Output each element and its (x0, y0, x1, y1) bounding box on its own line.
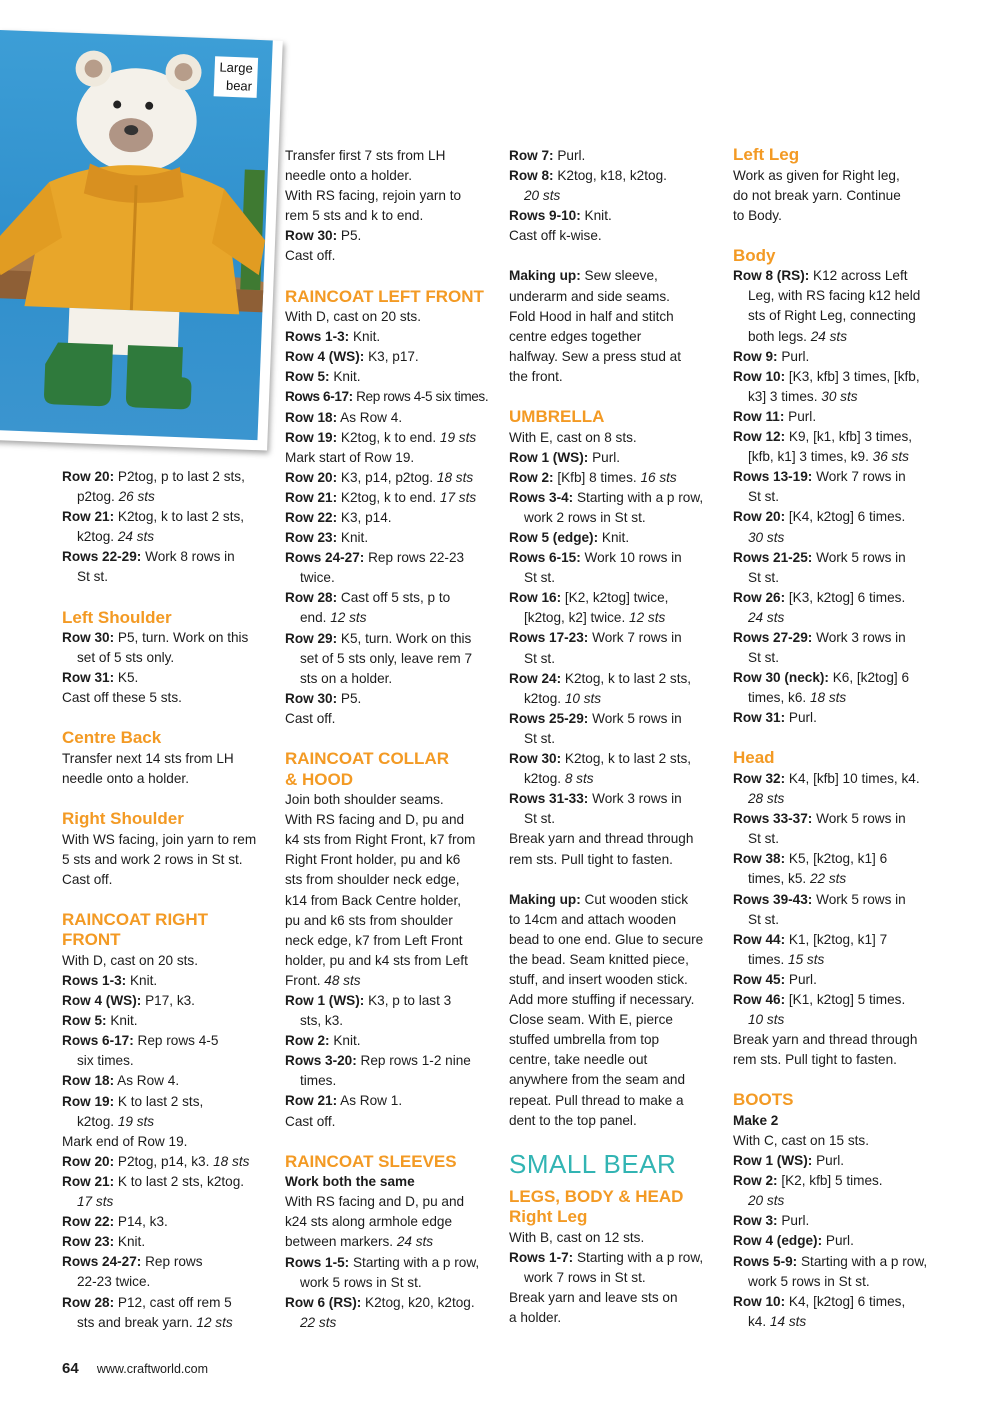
pattern-text: Mark start of Row 19. (285, 449, 415, 465)
column-4 (733, 145, 948, 1332)
pattern-row: Row 30: K2tog, k to last 2 sts, (509, 751, 692, 767)
pattern-text: dent to the top panel. (509, 1112, 637, 1128)
pattern-row-cont: k2tog. 10 sts (524, 690, 602, 706)
pattern-text: k4 sts from Right Front, k7 from (285, 832, 476, 848)
pattern-row: Rows 33-37: Work 5 rows in (733, 811, 906, 827)
pattern-row: Row 2: Knit. (285, 1033, 361, 1049)
pattern-row-cont: k4. 14 sts (748, 1313, 807, 1329)
pattern-row: Row 20: P2tog, p14, k3. 18 sts (62, 1153, 250, 1169)
website-url: www.craftworld.com (96, 1362, 208, 1376)
pattern-row-cont: St st. (77, 569, 108, 585)
heading-centre-back: Centre Back (62, 728, 162, 748)
pattern-row: Rows 9-10: Knit. (509, 208, 612, 224)
pattern-row-cont: [k2tog, k2] twice. 12 sts (524, 610, 666, 626)
pattern-text: Transfer next 14 sts from LH (62, 750, 234, 766)
heading-boots: BOOTS (733, 1090, 794, 1110)
pattern-row-cont: k2tog. 24 sts (77, 529, 155, 545)
pattern-text: Cast off k-wise. (509, 228, 602, 244)
pattern-row: Row 19: K2tog, k to end. 19 sts (285, 429, 477, 445)
pattern-row: Row 10: K4, [k2tog] 6 times, (733, 1293, 906, 1309)
pattern-row-cont: St st. (524, 570, 555, 586)
pattern-row-cont: k3] 3 times. 30 sts (748, 388, 858, 404)
pattern-row: Row 18: As Row 4. (62, 1073, 180, 1089)
pattern-row: Row 1 (WS): Purl. (733, 1153, 845, 1169)
pattern-text: Cast off these 5 sts. (62, 690, 182, 706)
pattern-row-cont: set of 5 sts only. (77, 650, 175, 666)
heading-left-shoulder: Left Shoulder (62, 607, 172, 627)
pattern-text: the bead. Seam knitted piece, (509, 951, 689, 967)
pattern-row: Row 28: Cast off 5 sts, p to (285, 590, 451, 606)
pattern-text: Right Front holder, pu and k6 (285, 852, 461, 868)
pattern-row: Row 46: [K1, k2tog] 5 times. (733, 991, 906, 1007)
pattern-row-cont: St st. (524, 730, 555, 746)
pattern-text: Mark end of Row 19. (62, 1133, 188, 1149)
pattern-row-cont: St st. (748, 911, 779, 927)
pattern-row: Row 21: As Row 1. (285, 1093, 403, 1109)
pattern-row: Row 5 (edge): Knit. (509, 530, 630, 545)
pattern-text: With D, cast on 20 sts. (62, 952, 198, 968)
pattern-text: With B, cast on 12 sts. (509, 1229, 645, 1245)
pattern-row-cont: Leg, with RS facing k12 held (748, 288, 921, 304)
pattern-row: Rows 1-3: Knit. (62, 973, 158, 988)
pattern-row: Rows 3-4: Starting with a p row, (509, 489, 704, 505)
pattern-row-cont: [kfb, k1] 3 times, k9. 36 sts (748, 449, 909, 465)
pattern-text: bead to one end. Glue to secure (509, 931, 704, 947)
pattern-row: Row 32: K4, [kfb] 10 times, k4. (733, 770, 920, 786)
pattern-row: Rows 6-15: Work 10 rows in (509, 550, 682, 566)
pattern-row: Row 44: K1, [k2tog, k1] 7 (733, 931, 888, 947)
pattern-row: Row 28: P12, cast off rem 5 (62, 1294, 232, 1310)
pattern-row-cont: sts, k3. (300, 1013, 344, 1029)
heading-raincoat-left-front: RAINCOAT LEFT FRONT (285, 286, 484, 306)
pattern-row: Row 4 (WS): K3, p17. (285, 349, 419, 365)
pattern-text: Join both shoulder seams. (285, 792, 444, 808)
pattern-row-cont: 30 sts (748, 529, 785, 545)
pattern-row: Row 7: Purl. (509, 148, 586, 163)
pattern-row-cont: times. 15 sts (748, 951, 825, 967)
pattern-row-cont: six times. (77, 1053, 134, 1069)
pattern-row: Row 4 (WS): P17, k3. (62, 993, 195, 1009)
heading-small-bear: SMALL BEAR (509, 1148, 677, 1179)
pattern-row: Rows 3-20: Rep rows 1-2 nine (285, 1053, 471, 1069)
pattern-row-cont: St st. (524, 650, 555, 666)
heading-left-leg: Left Leg (733, 145, 800, 164)
pattern-row-cont: set of 5 sts only, leave rem 7 (300, 650, 473, 666)
pattern-row: Row 1 (WS): Purl. (509, 449, 621, 465)
pattern-text: Cast off. (285, 1113, 336, 1129)
pattern-row-cont: St st. (748, 569, 779, 585)
pattern-row: Rows 13-19: Work 7 rows in (733, 469, 906, 485)
pattern-row: Rows 6-17: Rep rows 4-5 (62, 1033, 219, 1049)
pattern-row: Making up: Cut wooden stick (509, 891, 689, 907)
pattern-row: Row 3: Purl. (733, 1213, 810, 1229)
pattern-row: Row 5: Knit. (62, 1013, 138, 1029)
pattern-row-cont: 10 sts (748, 1012, 785, 1028)
pattern-text: anywhere from the seam and (509, 1072, 686, 1088)
column-2 (285, 146, 500, 1333)
pattern-row: Row 11: Purl. (733, 408, 817, 424)
pattern-row: Row 29: K5, turn. Work on this (285, 630, 472, 646)
pattern-row: Row 1 (WS): K3, p to last 3 (285, 992, 452, 1008)
pattern-row: Row 10: [K3, kfb] 3 times, [kfb, (733, 368, 920, 384)
pattern-row: Row 31: Purl. (733, 710, 817, 726)
pattern-text: Cast off. (285, 710, 336, 726)
pattern-row: Row 16: [K2, k2tog] twice, (509, 590, 669, 606)
pattern-row-cont: times, k6. 18 sts (748, 690, 847, 706)
pattern-row: Row 8 (RS): K12 across Left (733, 268, 908, 284)
large-bear-photo (0, 30, 283, 451)
pattern-text: sts from shoulder neck edge, (285, 872, 460, 888)
pattern-row-cont: 28 sts (748, 791, 785, 807)
heading-right-shoulder: Right Shoulder (62, 809, 184, 829)
pattern-text: repeat. Pull thread to make a (509, 1092, 684, 1108)
pattern-row: Row 22: P14, k3. (62, 1214, 168, 1230)
pattern-text: rem sts. Pull tight to fasten. (509, 851, 673, 867)
pattern-row-cont: work 2 rows in St st. (524, 509, 646, 525)
pattern-row: Rows 1-3: Knit. (285, 329, 381, 345)
photo-label: Large bear (213, 56, 258, 98)
pattern-text: needle onto a holder. (62, 771, 189, 787)
pattern-row-cont: both legs. 24 sts (748, 328, 848, 344)
pattern-row: Row 23: Knit. (62, 1234, 146, 1250)
heading-raincoat-right-front-2: FRONT (62, 930, 121, 950)
pattern-text: stuffed umbrella from top (509, 1032, 660, 1048)
pattern-row: Rows 21-25: Work 5 rows in (733, 549, 906, 565)
pattern-row: Row 38: K5, [k2tog, k1] 6 (733, 851, 888, 867)
subheading: Work both the same (285, 1174, 415, 1190)
pattern-text: rem 5 sts and k to end. (285, 208, 424, 224)
pattern-row: Row 30: P5. (285, 228, 362, 244)
pattern-text: With RS facing and D, pu and (285, 812, 465, 828)
pattern-row: Row 6 (RS): K2tog, k20, k2tog. (285, 1294, 475, 1310)
heading-raincoat-sleeves: RAINCOAT SLEEVES (285, 1151, 457, 1171)
pattern-text: halfway. Sew a press stud at (509, 348, 682, 364)
pattern-text: centre edges together (509, 328, 642, 344)
pattern-text: between markers. 24 sts (285, 1234, 434, 1250)
pattern-text: needle onto a holder. (285, 168, 412, 184)
pattern-row-cont: times. (300, 1073, 337, 1089)
pattern-text: Break yarn and leave sts on (509, 1290, 678, 1305)
pattern-row: Row 21: K2tog, k to last 2 sts, (62, 509, 245, 525)
pattern-row: Rows 6-17: Rep rows 4-5 six times. (285, 389, 489, 405)
pattern-text: to Body. (733, 207, 782, 223)
pattern-text: With C, cast on 15 sts. (733, 1132, 869, 1148)
pattern-text: rem sts. Pull tight to fasten. (733, 1052, 897, 1068)
pattern-row-cont: St st. (748, 489, 779, 505)
pattern-row: Row 30: P5, turn. Work on this (62, 630, 249, 646)
page-footer (62, 1360, 208, 1377)
pattern-row: Row 4 (edge): Purl. (733, 1233, 854, 1249)
pattern-row: Row 9: Purl. (733, 348, 810, 364)
pattern-row: Rows 17-23: Work 7 rows in (509, 630, 682, 646)
heading-raincoat-collar: RAINCOAT COLLAR (285, 749, 449, 769)
pattern-row-cont: sts and break yarn. 12 sts (77, 1314, 233, 1330)
pattern-row: Row 31: K5. (62, 670, 139, 686)
pattern-row: Row 24: K2tog, k to last 2 sts, (509, 670, 692, 686)
pattern-row: Row 8: K2tog, k18, k2tog. (509, 168, 667, 184)
pattern-text: With RS facing, rejoin yarn to (285, 188, 462, 204)
pattern-text: Break yarn and thread through (733, 1032, 918, 1048)
pattern-text: With D, cast on 20 sts. (285, 309, 421, 325)
pattern-row-cont: 22 sts (300, 1314, 337, 1330)
pattern-row: Rows 27-29: Work 3 rows in (733, 629, 906, 645)
pattern-row-cont: sts of Right Leg, connecting (748, 308, 916, 324)
pattern-row-cont: 17 sts (77, 1194, 114, 1210)
pattern-row: Row 30 (neck): K6, [k2tog] 6 (733, 670, 910, 686)
pattern-row: Rows 1-7: Starting with a p row, (509, 1249, 704, 1265)
pattern-row-cont: twice. (300, 570, 335, 586)
pattern-text: underarm and side seams. (509, 288, 670, 304)
pattern-row-cont: work 5 rows in St st. (300, 1274, 422, 1290)
pattern-row: Row 23: Knit. (285, 530, 369, 546)
subheading: Make 2 (733, 1112, 779, 1128)
pattern-row-cont: 22-23 twice. (77, 1274, 151, 1290)
pattern-row: Rows 39-43: Work 5 rows in (733, 891, 906, 907)
pattern-row: Row 30: P5. (285, 690, 362, 706)
pattern-row: Rows 1-5: Starting with a p row, (285, 1254, 480, 1270)
heading-legs-body-head: LEGS, BODY & HEAD (509, 1186, 684, 1206)
pattern-text: Fold Hood in half and stitch (509, 308, 674, 324)
pattern-text: Break yarn and thread through (509, 831, 694, 847)
pattern-row: Rows 24-27: Rep rows (62, 1254, 203, 1270)
pattern-text: Front. 48 sts (285, 972, 361, 988)
pattern-text: do not break yarn. Continue (733, 187, 901, 203)
pattern-text: k14 from Back Centre holder, (285, 892, 462, 908)
pattern-text: centre, take needle out (509, 1052, 648, 1068)
pattern-row: Row 5: Knit. (285, 369, 361, 385)
pattern-row-cont: k2tog. 19 sts (77, 1113, 155, 1129)
page-number: 64 (62, 1360, 79, 1377)
heading-raincoat-right-front: RAINCOAT RIGHT (62, 909, 209, 929)
pattern-text: the front. (509, 368, 563, 384)
pattern-row: Row 12: K9, [k1, kfb] 3 times, (733, 429, 913, 445)
pattern-row-cont: 24 sts (748, 609, 785, 625)
heading-raincoat-collar-2: & HOOD (285, 769, 353, 789)
pattern-text: Transfer first 7 sts from LH (285, 148, 446, 163)
pattern-text: Cast off. (62, 871, 113, 887)
heading-right-leg: Right Leg (509, 1207, 588, 1227)
column-3 (509, 146, 724, 1328)
pattern-text: Cast off. (285, 248, 336, 264)
heading-head: Head (733, 748, 775, 768)
pattern-row-cont: work 7 rows in St st. (524, 1269, 646, 1285)
pattern-row: Row 21: K2tog, k to end. 17 sts (285, 489, 477, 505)
pattern-row-cont: St st. (748, 831, 779, 847)
pattern-row-cont: 20 sts (748, 1193, 785, 1209)
pattern-row: Rows 24-27: Rep rows 22-23 (285, 550, 465, 566)
pattern-text: neck edge, k7 from Left Front (285, 932, 463, 948)
pattern-row: Row 22: K3, p14. (285, 510, 392, 525)
pattern-row: Row 45: Purl. (733, 971, 817, 987)
pattern-row: Row 19: K to last 2 sts, (62, 1093, 204, 1109)
pattern-row-cont: p2tog. 26 sts (77, 489, 155, 505)
pattern-text: a holder. (509, 1310, 562, 1326)
pattern-row-cont: work 5 rows in St st. (748, 1273, 870, 1289)
pattern-text: With WS facing, join yarn to rem (62, 831, 257, 847)
pattern-row-cont: 20 sts (524, 188, 561, 204)
pattern-row: Rows 5-9: Starting with a p row, (733, 1253, 928, 1269)
pattern-row: Rows 25-29: Work 5 rows in (509, 710, 682, 726)
pattern-row: Row 20: K3, p14, p2tog. 18 sts (285, 469, 474, 485)
pattern-row: Row 2: [Kfb] 8 times. 16 sts (509, 469, 677, 485)
pattern-text: Close seam. With E, pierce (509, 1012, 673, 1028)
pattern-row-cont: sts on a holder. (300, 670, 393, 686)
pattern-row: Row 2: [K2, kfb] 5 times. (733, 1173, 883, 1189)
pattern-text: 5 sts and work 2 rows in St st. (62, 851, 243, 867)
pattern-row: Row 20: [K4, k2tog] 6 times. (733, 509, 906, 525)
pattern-text: k24 sts along armhole edge (285, 1214, 453, 1230)
heading-umbrella: UMBRELLA (509, 407, 605, 427)
heading-body: Body (733, 245, 776, 265)
column-1 (62, 467, 277, 1333)
pattern-text: With E, cast on 8 sts. (509, 429, 637, 445)
pattern-row: Row 21: K to last 2 sts, k2tog. (62, 1173, 245, 1189)
pattern-row-cont: k2tog. 8 sts (524, 771, 594, 787)
pattern-text: to 14cm and attach wooden (509, 911, 677, 927)
pattern-row-cont: end. 12 sts (300, 610, 367, 626)
pattern-row-cont: times, k5. 22 sts (748, 871, 847, 887)
pattern-row: Rows 31-33: Work 3 rows in (509, 791, 682, 807)
pattern-text: stuff, and insert wooden stick. (509, 971, 688, 987)
pattern-row-cont: St st. (524, 811, 555, 827)
pattern-row: Row 18: As Row 4. (285, 409, 403, 425)
pattern-text: pu and k6 sts from shoulder (285, 912, 453, 928)
pattern-text: With RS facing and D, pu and (285, 1194, 465, 1210)
pattern-row: Rows 22-29: Work 8 rows in (62, 549, 235, 565)
pattern-row-cont: St st. (748, 650, 779, 666)
pattern-text: Add more stuffing if necessary. (509, 992, 695, 1008)
pattern-row: Row 20: P2tog, p to last 2 sts, (62, 469, 245, 484)
pattern-row: Row 26: [K3, k2tog] 6 times. (733, 589, 906, 605)
pattern-row: Making up: Sew sleeve, (509, 268, 658, 284)
pattern-text: Work as given for Right leg, (733, 167, 900, 183)
pattern-text: holder, pu and k4 sts from Left (285, 952, 468, 968)
